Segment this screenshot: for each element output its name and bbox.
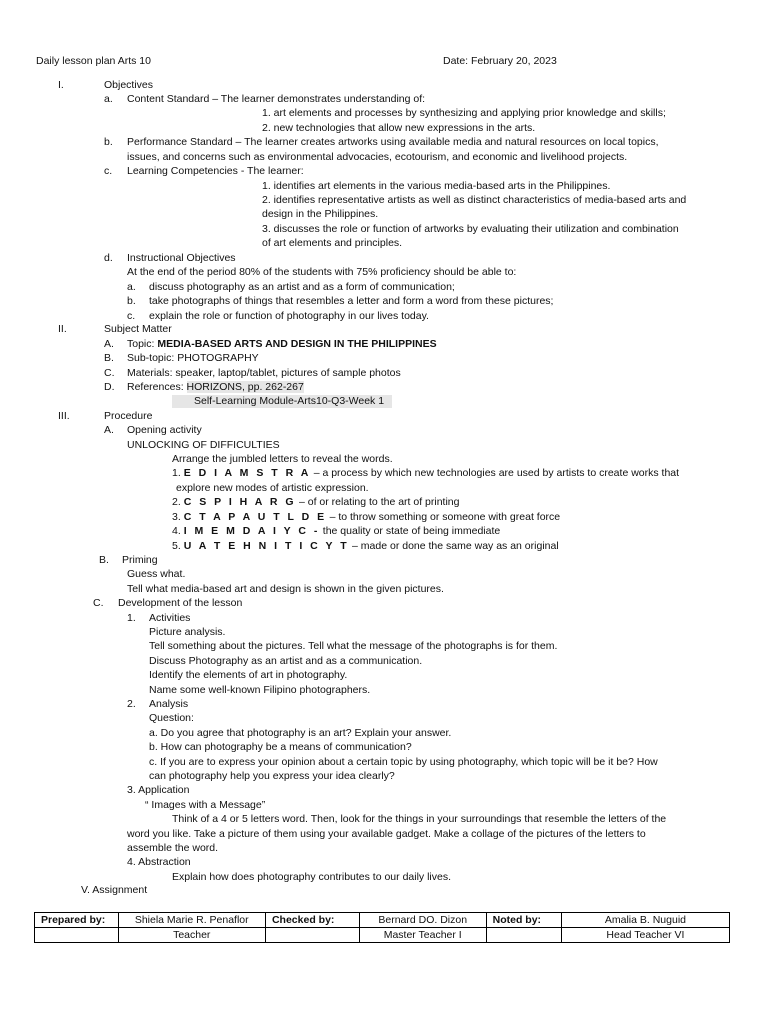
- content-standard-item: 2. new technologies that allow new expressions in the arts.: [262, 122, 536, 134]
- opening-activity: Opening activity: [127, 424, 202, 436]
- question-item-cont: can photography help you express your idea clearly?: [149, 770, 395, 782]
- question-label: Question:: [149, 712, 194, 724]
- priming-line: Guess what.: [127, 568, 186, 580]
- jumbled-word: C T A P A U T L D E: [183, 511, 327, 523]
- activity-line: Picture analysis.: [149, 626, 226, 638]
- noted-by-name: Amalia B. Nuguid: [561, 913, 729, 928]
- section-title-subject: Subject Matter: [104, 323, 172, 335]
- jumbled-word-item: [172, 525, 500, 538]
- question-item: a. Do you agree that photography is an art? Explain your answer.: [149, 727, 452, 739]
- blank-cell: [486, 928, 561, 943]
- item-letter: a.: [127, 281, 136, 293]
- abstraction-text: Explain how does photography contributes to our daily lives.: [172, 871, 451, 883]
- priming-line: Tell what media-based art and design is shown in the given pictures.: [127, 583, 444, 595]
- assignment-title: V. Assignment: [81, 884, 148, 896]
- item-number: 2.: [172, 496, 184, 508]
- question-item: c. If you are to express your opinion about a certain topic by using photography, which topic will be it be? How: [149, 756, 658, 768]
- prepared-by-label: Prepared by:: [35, 913, 119, 928]
- checked-by-label: Checked by:: [265, 913, 359, 928]
- competency-item-cont: of art elements and principles.: [262, 237, 403, 249]
- reference-horizons: HORIZONS, pp. 262-267: [186, 381, 304, 393]
- content-standard-item: 1. art elements and processes by synthesizing and applying prior knowledge and skills;: [262, 107, 666, 119]
- subtopic: Sub-topic: PHOTOGRAPHY: [127, 352, 259, 364]
- instructional-objectives: Instructional Objectives: [127, 252, 236, 264]
- activity-line: Discuss Photography as an artist and as a communication.: [149, 655, 423, 667]
- blank-cell: [35, 928, 119, 943]
- arrange-instruction: Arrange the jumbled letters to reveal the words.: [172, 453, 393, 465]
- item-letter: a.: [104, 93, 113, 105]
- jumbled-word: C S P I H A R G: [183, 496, 297, 508]
- item-letter: C.: [93, 597, 104, 609]
- word-definition: – a process by which new technologies are used by artists to create works that: [310, 467, 680, 479]
- learning-competencies: Learning Competencies - The learner:: [127, 165, 304, 177]
- item-letter: A.: [104, 424, 114, 436]
- item-letter: b.: [127, 295, 136, 307]
- section-title-procedure: Procedure: [104, 410, 153, 422]
- jumbled-word: I M E M D A I Y C -: [183, 525, 320, 537]
- materials: Materials: speaker, laptop/tablet, pictures of sample photos: [127, 367, 401, 379]
- jumbled-word-item: [172, 540, 559, 553]
- competency-item: 2. identifies representative artists as well as distinct characteristics of media-based arts and: [262, 194, 687, 206]
- word-definition: – made or done the same way as an original: [349, 540, 559, 552]
- item-number: 3.: [172, 511, 184, 523]
- item-letter: B.: [104, 352, 114, 364]
- activity-line: Identify the elements of art in photography.: [149, 669, 348, 681]
- item-number: 1.: [172, 467, 184, 479]
- signature-table: [34, 912, 730, 943]
- development-of-lesson: Development of the lesson: [118, 597, 243, 609]
- performance-standard: Performance Standard – The learner creates artworks using available media and natural resources on local topics,: [127, 136, 659, 148]
- noted-by-role: Head Teacher VI: [561, 928, 729, 943]
- signature-row-names: [35, 913, 730, 928]
- jumbled-word: E D I A M S T R A: [183, 467, 311, 479]
- competency-item: 3. discusses the role or function of artworks by evaluating their utilization and combination: [262, 223, 679, 235]
- competency-item: 1. identifies art elements in the various media-based arts in the Philippines.: [262, 180, 611, 192]
- step-number: 2.: [127, 698, 136, 710]
- activity-line: Tell something about the pictures. Tell what the message of the photographs is for them.: [149, 640, 558, 652]
- blank-cell: [265, 928, 359, 943]
- section-number: III.: [58, 410, 70, 422]
- competency-item-cont: design in the Philippines.: [262, 208, 379, 220]
- lesson-plan-title: Daily lesson plan Arts 10: [36, 55, 151, 67]
- word-definition: the quality or state of being immediate: [319, 525, 501, 537]
- word-definition-cont: explore new modes of artistic expression.: [176, 482, 369, 494]
- item-number: 5.: [172, 540, 184, 552]
- item-letter: C.: [104, 367, 115, 379]
- item-letter: A.: [104, 338, 114, 350]
- item-letter: d.: [104, 252, 113, 264]
- instructional-item: discuss photography as an artist and as a form of communication;: [149, 281, 455, 293]
- activity-line: Name some well-known Filipino photographers.: [149, 684, 371, 696]
- topic-label: Topic:: [127, 338, 158, 350]
- references-line: [127, 381, 304, 394]
- section-number: II.: [58, 323, 67, 335]
- priming: Priming: [122, 554, 158, 566]
- question-item: b. How can photography be a means of communication?: [149, 741, 412, 753]
- references-label: References:: [127, 381, 187, 393]
- reference-module: Self-Learning Module-Arts10-Q3-Week 1: [172, 395, 392, 408]
- item-number: 4.: [172, 525, 184, 537]
- item-letter: c.: [104, 165, 113, 177]
- topic-value: MEDIA-BASED ARTS AND DESIGN IN THE PHILIPPINES: [157, 338, 437, 350]
- application-text: assemble the word.: [127, 842, 219, 854]
- word-definition: – of or relating to the art of printing: [296, 496, 460, 508]
- item-letter: D.: [104, 381, 115, 393]
- abstraction-title: 4. Abstraction: [127, 856, 191, 868]
- content-standard: Content Standard – The learner demonstrates understanding of:: [127, 93, 426, 105]
- application-text: Think of a 4 or 5 letters word. Then, look for the things in your surroundings that resemble the letters of the: [172, 813, 667, 825]
- jumbled-word: U A T E H N I T I C Y T: [183, 540, 350, 552]
- unlocking-difficulties: UNLOCKING OF DIFFICULTIES: [127, 439, 280, 451]
- section-number: I.: [58, 79, 64, 91]
- prepared-by-role: Teacher: [118, 928, 265, 943]
- item-letter: b.: [104, 136, 113, 148]
- lesson-date: Date: February 20, 2023: [443, 55, 557, 67]
- noted-by-label: Noted by:: [486, 913, 561, 928]
- word-definition: – to throw something or someone with great force: [326, 511, 561, 523]
- analysis-title: Analysis: [149, 698, 189, 710]
- instructional-item: explain the role or function of photography in our lives today.: [149, 310, 429, 322]
- topic-line: [127, 338, 437, 351]
- performance-standard-cont: issues, and concerns such as environmental advocacies, ecotourism, and economic and livelihood projects.: [127, 151, 628, 163]
- jumbled-word-item: [172, 467, 679, 480]
- section-title-objectives: Objectives: [104, 79, 154, 91]
- activities-title: Activities: [149, 612, 191, 624]
- checked-by-name: Bernard DO. Dizon: [359, 913, 486, 928]
- application-text: word you like. Take a picture of them using your available gadget. Make a collage of the pictures of the letters to: [127, 828, 646, 840]
- step-number: 1.: [127, 612, 136, 624]
- instructional-intro: At the end of the period 80% of the students with 75% proficiency should be able to:: [127, 266, 517, 278]
- checked-by-role: Master Teacher I: [359, 928, 486, 943]
- prepared-by-name: Shiela Marie R. Penaflor: [118, 913, 265, 928]
- application-title: 3. Application: [127, 784, 190, 796]
- jumbled-word-item: [172, 496, 460, 509]
- jumbled-word-item: [172, 511, 560, 524]
- instructional-item: take photographs of things that resembles a letter and form a word from these pictures;: [149, 295, 554, 307]
- signature-row-roles: [35, 928, 730, 943]
- item-letter: c.: [127, 310, 136, 322]
- application-quote: “ Images with a Message”: [145, 799, 266, 811]
- item-letter: B.: [99, 554, 109, 566]
